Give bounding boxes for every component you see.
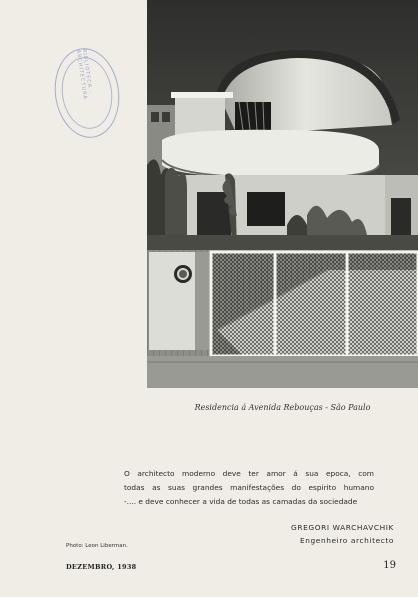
house-photo-illustration [147,0,418,388]
library-stamp-lettering: BIBLIOTECA · ARCHITECTURA [74,48,94,101]
quote-line: todas as suas grandes manifestações do espirito humano [124,483,374,492]
issue-date: DEZEMBRO, 1938 [66,563,137,571]
architect-quote [124,467,374,509]
house-photograph [147,0,418,388]
author-name: GREGORI WARCHAVCHIK [291,523,394,532]
author-title: Engenheiro architecto [299,536,394,545]
quote-author [291,521,394,547]
page-number: 19 [383,560,396,571]
photo-caption: Residencia á Avenida Rebouças - São Paulo [194,403,371,412]
library-stamp [49,44,125,142]
quote-line: -.... e deve conhecer a vida de todas as camadas da sociedade [124,497,358,506]
quote-line: O architecto moderno deve ter amor á sua epoca, com [124,469,374,478]
photo-credit: Photo: Leon Liberman. [66,543,128,549]
